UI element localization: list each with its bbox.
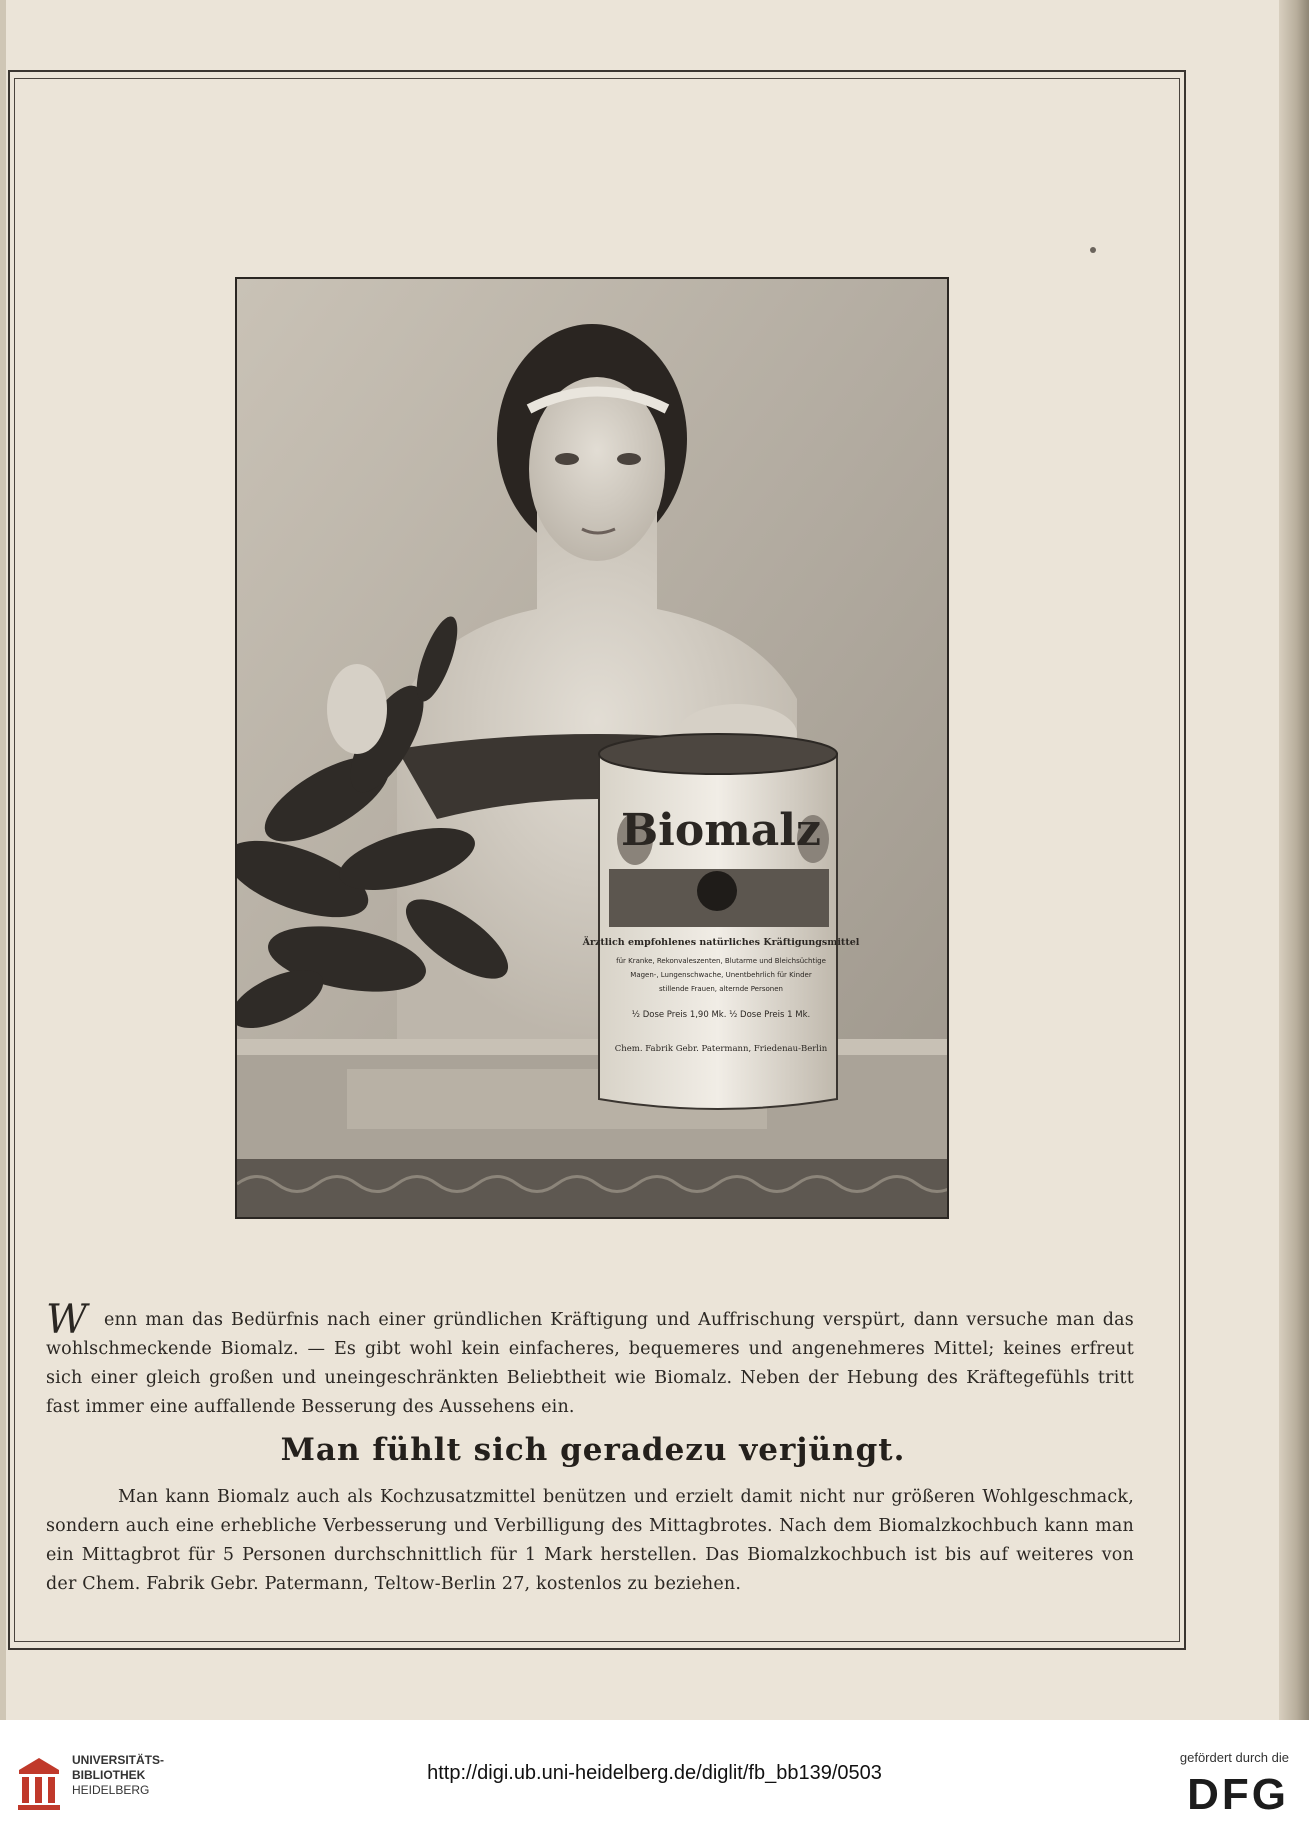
can-line-3: Magen-, Lungenschwache, Unentbehrlich für Kinder bbox=[630, 971, 812, 979]
can-brand: Biomalz bbox=[620, 805, 822, 856]
drop-cap: W bbox=[46, 1297, 88, 1343]
can-line-4: stillende Frauen, alternde Personen bbox=[659, 985, 783, 993]
library-name-line-3: HEIDELBERG bbox=[72, 1783, 150, 1797]
advertisement-photo bbox=[235, 277, 949, 1219]
dfg-logo: DFG bbox=[1187, 1770, 1289, 1819]
page-edge-right bbox=[1279, 0, 1309, 1720]
speck bbox=[1090, 247, 1096, 253]
permalink-url[interactable]: http://digi.ub.uni-heidelberg.de/diglit/fb_bb139/0503 bbox=[427, 1762, 882, 1784]
funded-by-label: gefördert durch die bbox=[1179, 1750, 1289, 1765]
can-line-2: für Kranke, Rekonvaleszenten, Blutarme und Bleichsüchtige bbox=[616, 957, 826, 965]
library-name-line-2: BIBLIOTHEK bbox=[72, 1768, 146, 1782]
ad-paragraph-2: Man kann Biomalz auch als Kochzusatzmittel benützen und erzielt damit nicht nur größeren Wohlgeschmack, sondern auch eine erhebliche Verbesserung und Verbilligung des Mittagbrotes. Nach dem Biomalzkochbuch kann man ein Mittagbrot für 5 Personen durchschnittlich für 1 Mark herstellen. Das Biomalzkochbuch ist bis auf weiteres von der Chem. Fabrik Gebr. Patermann, Teltow-Berlin 27, kostenlos zu beziehen. bbox=[46, 1487, 1134, 1594]
library-name-line-1: UNIVERSITÄTS- bbox=[72, 1753, 165, 1767]
can-maker: Chem. Fabrik Gebr. Patermann, Friedenau-Berlin bbox=[614, 1044, 828, 1054]
can-line-1: Ärztlich empfohlenes natürliches Kräftigungsmittel bbox=[582, 937, 860, 948]
ad-headline: Man fühlt sich geradezu verjüngt. bbox=[280, 1432, 906, 1468]
can-price: ½ Dose Preis 1,90 Mk. ½ Dose Preis 1 Mk. bbox=[631, 1010, 811, 1020]
ad-paragraph-1: enn man das Bedürfnis nach einer gründlichen Kräftigung und Auffrischung verspürt, dann versuche man das wohlschmeckende Biomalz. — Es gibt wohl kein einfacheres, bequemeres und angenehmeres Mittel; keines erfreut sich einer gleich großen und uneingeschränkten Beliebtheit wie Biomalz. Neben der Hebung des Kräftegefühls tritt fast immer eine auffallende Besserung des Aussehens ein. bbox=[46, 1310, 1134, 1417]
